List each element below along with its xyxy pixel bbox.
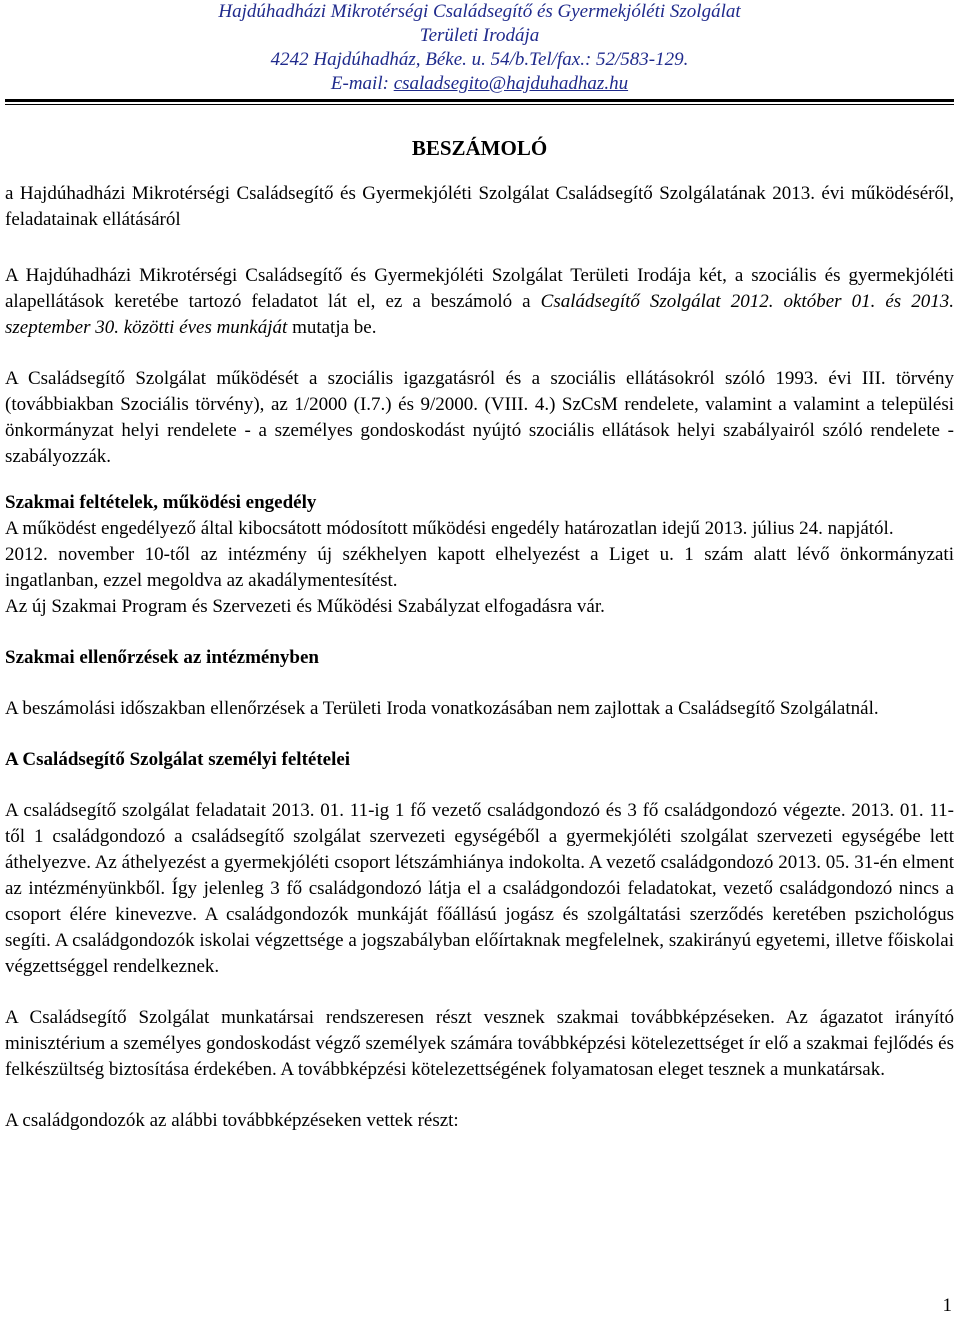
intro-paragraph bbox=[5, 263, 954, 341]
letterhead-office: Területi Irodája bbox=[419, 25, 540, 46]
document-page bbox=[5, 0, 954, 1134]
email-link[interactable]: csaladsegito@hajduhadhaz.hu bbox=[393, 73, 629, 94]
section-heading-license: Szakmai feltételek, működési engedély bbox=[5, 492, 317, 513]
letterhead-org-name: Hajdúhadházi Mikrotérségi Családsegítő és Gyermekjóléti Szolgálat bbox=[218, 1, 741, 22]
legal-paragraph: A Családsegítő Szolgálat működését a szociális igazgatásról és a szociális ellátásokról szóló 1993. évi III. törvény (továbbiakban Szociális törvény), az 1/2000 (I.7.) és 9/2000. (VIII. 4.) SzCsM rendelete, valamint a valamint a települési önkormányzat helyi rendelete - a személyes gondoskodást nyújtó szociális ellátások helyi szabályairól szóló rendelete - szabályozzák. bbox=[5, 368, 954, 467]
letterhead-email-line bbox=[5, 72, 954, 96]
staff-paragraph-2: A Családsegítő Szolgálat munkatársai rendszeresen részt vesznek szakmai továbbképzéseken. Az ágazatot irányító minisztérium a személyes gondoskodást végző személyek számára továbbképzési kötelezettséget ír elő a szakmai fejlődés és felkészültség biztosítása érdekében. A továbbképzési kötelezettségének folyamatosan eleget tesznek a munkatársak. bbox=[5, 1007, 954, 1080]
document-subtitle: a Hajdúhadházi Mikrotérségi Családsegítő és Gyermekjóléti Szolgálat Családsegítő Szolgálatának 2013. évi működéséről, feladatainak ellátásáról bbox=[5, 183, 954, 230]
email-label: E-mail: bbox=[330, 73, 394, 94]
document-title: BESZÁMOLÓ bbox=[411, 136, 548, 160]
letterhead-divider bbox=[5, 99, 954, 105]
staff-paragraph-1: A családsegítő szolgálat feladatait 2013. 01. 11-ig 1 fő vezető családgondozó és 3 fő családgondozó végezte. 2013. 01. 11-től 1 családgondozó a családsegítő szolgálat szervezeti egységéből a gyermekjóléti szolgálat szervezeti egységébe lett áthelyezve. Az áthelyezést a gyermekjóléti csoport létszámhiánya indokolta. A vezető családgondozó 2013. 05. 31-én elment az intézményünkből. Így jelenleg 3 fő családgondozó látja el a családgondozói feladatokat, vezető családgondozó nincs a csoport élére kinevezve. A családgondozók munkáját főállású jogász és szolgáltatási szerződés keretében pszichológus segíti. A családgondozók iskolai végzettsége a jogszabályban előírtaknak megfelelnek, szakirányú egyetemi, illetve főiskolai végzettséggel rendelkeznek. bbox=[5, 800, 954, 977]
intro-text: A Hajdúhadházi Mikrotérségi Családsegítő és Gyermekjóléti Szolgálat Területi Irodája két, a szociális és gyermekjóléti alapellátások keretébe tartozó feladatot lát el, ez a beszámoló a bbox=[5, 265, 954, 312]
license-paragraph-2: 2012. november 10-től az intézmény új székhelyen kapott elhelyezést a Liget u. 1 szám alatt lévő önkormányzati ingatlanban, ezzel megoldva az akadálymentesítést. bbox=[5, 544, 954, 591]
intro-italic: Családsegítő Szolgálat 2012. október 01. és 2013. szeptember 30. közötti éves munkáját bbox=[5, 291, 954, 338]
page-number: 1 bbox=[942, 1295, 952, 1316]
license-paragraph-3: Az új Szakmai Program és Szervezeti és Működési Szabályzat elfogadásra vár. bbox=[5, 596, 605, 617]
section-heading-inspections: Szakmai ellenőrzések az intézményben bbox=[5, 647, 319, 668]
inspections-paragraph: A beszámolási időszakban ellenőrzések a Területi Iroda vonatkozásában nem zajlottak a Családsegítő Szolgálatnál. bbox=[5, 698, 879, 719]
staff-paragraph-3: A családgondozók az alábbi továbbképzéseken vettek részt: bbox=[5, 1110, 459, 1131]
letterhead bbox=[5, 0, 954, 96]
section-heading-staff: A Családsegítő Szolgálat személyi feltételei bbox=[5, 749, 351, 770]
license-paragraph-1: A működést engedélyező által kibocsátott módosított működési engedély határozatlan idejű 2013. július 24. napjától. bbox=[5, 518, 894, 539]
intro-text-end: mutatja be. bbox=[287, 317, 377, 338]
letterhead-address: 4242 Hajdúhadház, Béke. u. 54/b.Tel/fax.: 52/583-129. bbox=[270, 49, 689, 70]
